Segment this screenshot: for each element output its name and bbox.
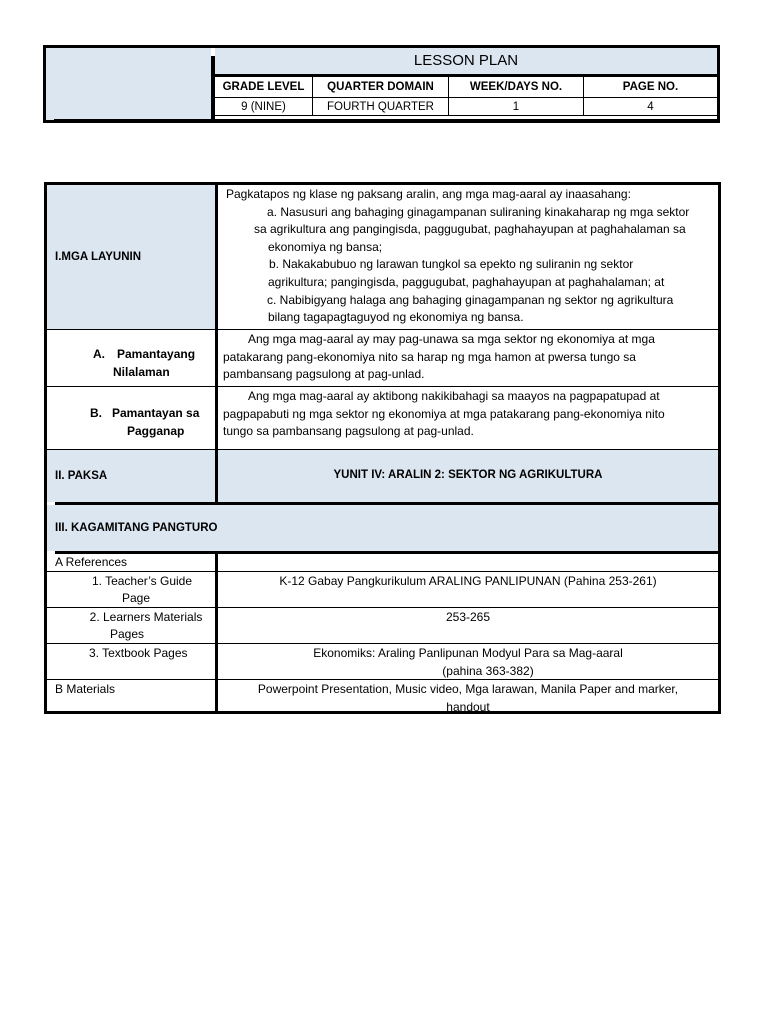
nilalaman-line2: patakarang pang-ekonomiya nito sa harap ng mga hamon at pwersa tungo sa [223, 349, 636, 364]
learners-materials-label-line2: Pages [109, 627, 145, 641]
kagamitan-row [47, 505, 718, 551]
learners-materials-row [47, 608, 718, 643]
objective-c-line2: bilang tagapagtaguyod ng ekonomiya ng bansa. [268, 310, 524, 325]
pagganap-line3: tungo sa pambansang pagsulong at pag-unlad. [223, 424, 474, 439]
nilalaman-line3: pambansang pagsulong at pag-unlad. [223, 367, 425, 382]
textbook-row [47, 644, 718, 679]
column-separator [215, 554, 218, 571]
quarter-domain-value: FOURTH QUARTER [313, 98, 449, 116]
pagganap-line1: Ang mga mag-aaral ay aktibong nakikibahagi sa maayos na pagpapatupad at [248, 389, 660, 403]
nilalaman-label-line2: Nilalaman [113, 365, 170, 379]
pagganap-label-number: B. [90, 406, 102, 420]
header-grid [215, 48, 717, 120]
layunin-intro: Pagkatapos ng klase ng paksang aralin, ang mga mag-aaral ay inaasahang: [226, 187, 631, 201]
week-days-header: WEEK/DAYS NO. [449, 77, 584, 98]
teacher-guide-label-line2: Page [121, 591, 151, 605]
nilalaman-label [47, 330, 215, 386]
pagganap-row [47, 387, 718, 449]
learners-materials-value: 253-265 [445, 610, 491, 624]
pagganap-label-line2: Pagganap [127, 424, 185, 438]
materials-value [218, 680, 718, 714]
lesson-plan-header [43, 45, 720, 123]
paksa-label-text: II. PAKSA [55, 470, 108, 482]
textbook-value [218, 644, 718, 679]
nilalaman-label-line1: Pamantayang [117, 347, 196, 361]
paksa-label [47, 450, 215, 502]
teacher-guide-row [47, 572, 718, 607]
objective-b-line1: b. Nakakabubuo ng larawan tungkol sa epekto ng suliranin ng sektor [269, 257, 634, 272]
pagganap-label-line1: Pamantayan sa [112, 406, 200, 420]
materials-value-line2: handout [446, 699, 490, 714]
learners-materials-label [47, 608, 215, 643]
references-row [47, 554, 718, 571]
lesson-plan-title: LESSON PLAN [215, 48, 717, 76]
paksa-row [47, 450, 718, 502]
header-bottom-rule [54, 119, 717, 121]
header-logo-cell [46, 48, 211, 120]
teacher-guide-label [47, 572, 215, 607]
textbook-label: 3. Textbook Pages [89, 646, 188, 660]
grade-level-value: 9 (NINE) [215, 98, 313, 116]
layunin-content [218, 185, 718, 329]
objective-b-line2: agrikultura; pangingisda, paggugubat, paghahayupan at paghahalaman; at [268, 274, 665, 289]
materials-label: B Materials [55, 682, 116, 696]
objective-a-line2: sa agrikultura ang pangingisda, paggugubat, paghahayupan at paghahalaman sa [254, 222, 686, 237]
nilalaman-content [218, 330, 718, 386]
quarter-domain-header: QUARTER DOMAIN [313, 77, 449, 98]
header-info-table [215, 76, 717, 116]
paksa-value [218, 450, 718, 502]
paksa-value-text: YUNIT IV: ARALIN 2: SEKTOR NG AGRIKULTURA [333, 469, 603, 482]
pagganap-label [47, 387, 215, 449]
teacher-guide-label-line1: 1. Teacher’s Guide [91, 574, 193, 588]
materials-value-line1: Powerpoint Presentation, Music video, Mga larawan, Manila Paper and marker, [257, 682, 679, 696]
objective-c-line1: c. Nabibigyang halaga ang bahaging ginagampanan ng sektor ng agrikultura [267, 292, 674, 307]
teacher-guide-value: K-12 Gabay Pangkurikulum ARALING PANLIPUNAN (Pahina 253-261) [279, 574, 657, 588]
layunin-label [47, 185, 215, 329]
page-no-header: PAGE NO. [584, 77, 718, 98]
nilalaman-line1: Ang mga mag-aaral ay may pag-unawa sa mga sektor ng ekonomiya at mga [248, 332, 655, 346]
kagamitan-label: III. KAGAMITANG PANGTURO [55, 522, 218, 534]
objective-a-line3: ekonomiya ng bansa; [268, 239, 383, 254]
page-no-value: 4 [584, 98, 718, 116]
pagganap-content [218, 387, 718, 449]
lesson-plan-table [44, 182, 721, 714]
nilalaman-label-number: A. [93, 347, 105, 361]
textbook-value-line1: Ekonomiks: Araling Panlipunan Modyul Para sa Mag-aaral [313, 646, 623, 660]
nilalaman-row [47, 330, 718, 386]
references-label: A References [55, 555, 128, 569]
materials-row [47, 680, 718, 714]
textbook-value-line2: (pahina 363-382) [442, 663, 534, 678]
layunin-label-text: I.MGA LAYUNIN [55, 251, 142, 263]
layunin-row [47, 185, 718, 329]
objective-a-line1: a. Nasusuri ang bahaging ginagampanan suliraning kinakaharap ng mga sektor [267, 204, 690, 219]
pagganap-line2: pagpapabuti ng mga sektor ng ekonomiya at mga patakarang pang-ekonomiya nito [223, 406, 665, 421]
week-days-value: 1 [449, 98, 584, 116]
learners-materials-label-line1: 2. Learners Materials [89, 610, 203, 624]
grade-level-header: GRADE LEVEL [215, 77, 313, 98]
